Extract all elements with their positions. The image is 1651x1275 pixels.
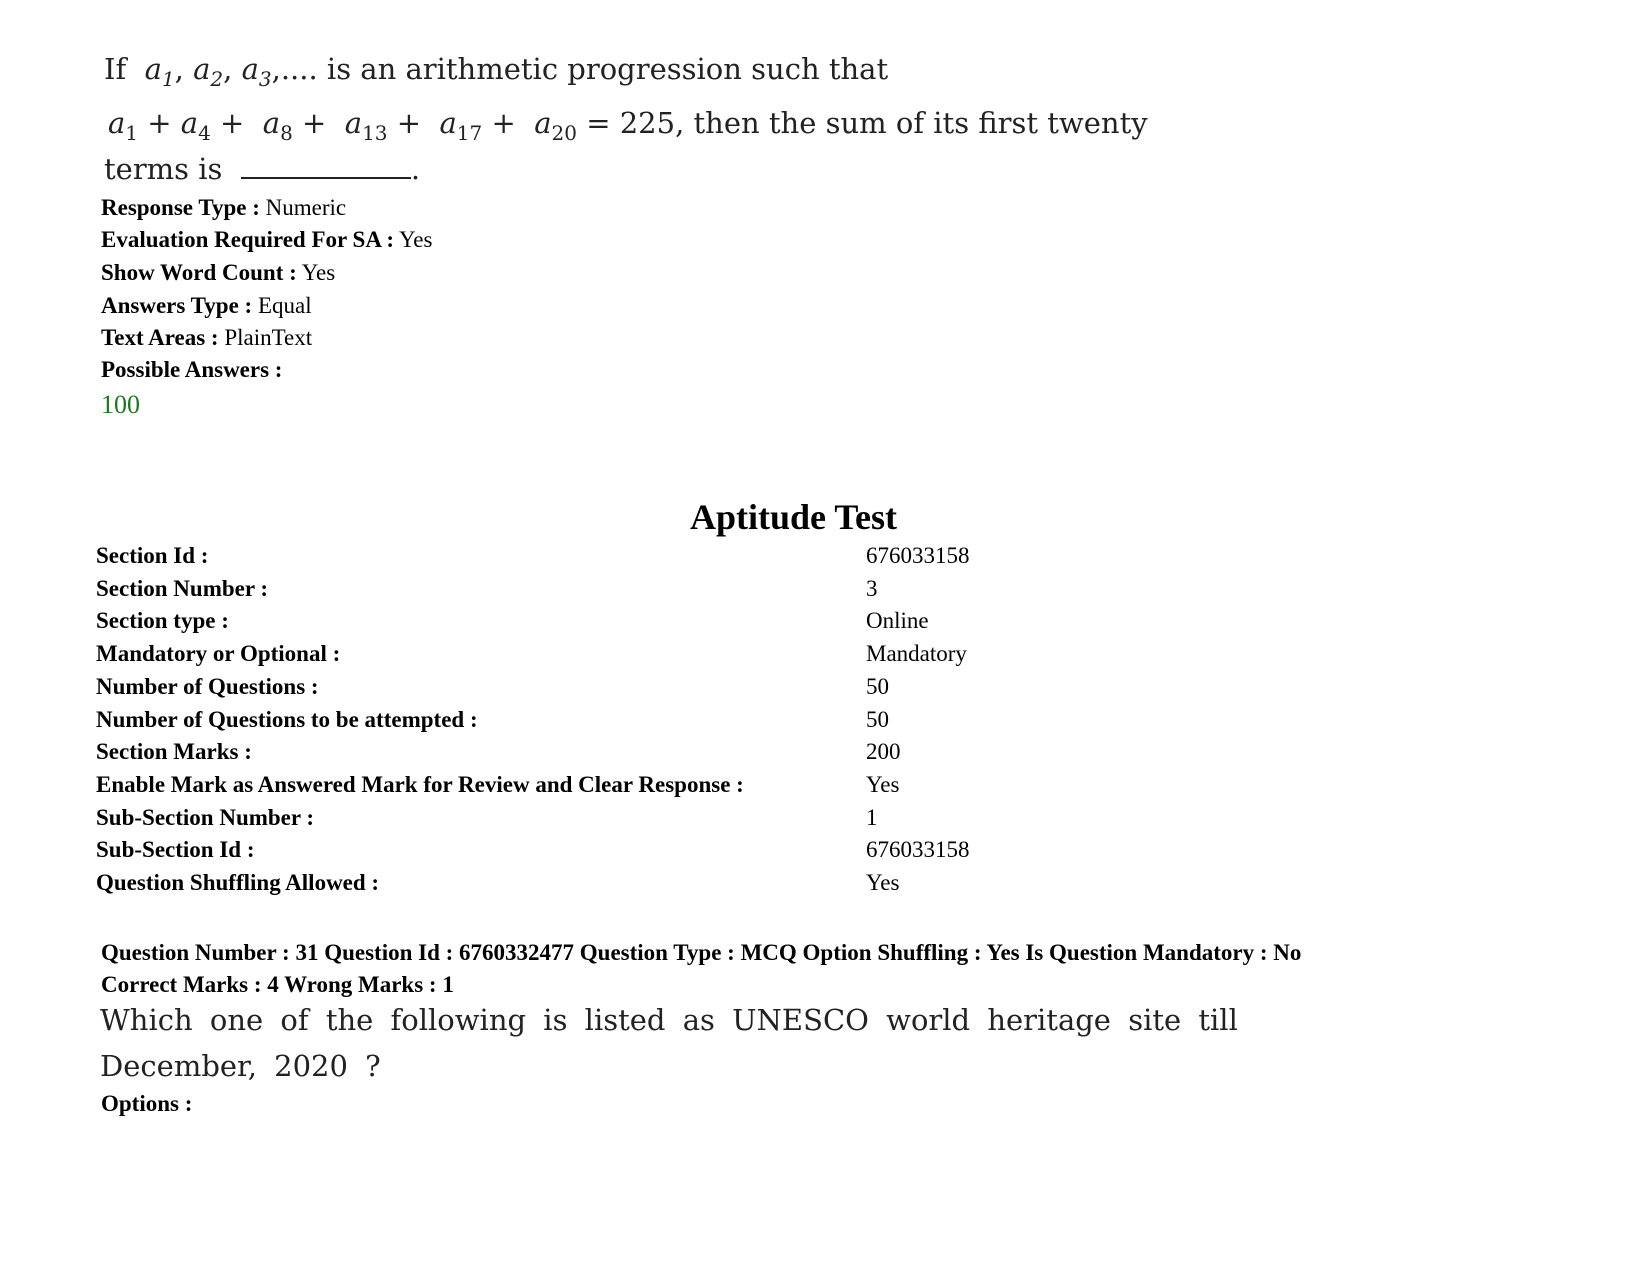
section-row-label: Sub-Section Id : (96, 837, 255, 862)
meta-possible-answers: Possible Answers : (101, 357, 283, 382)
section-row-value: Mandatory (866, 641, 967, 666)
question-line2-suffix: , then the sum of its first twenty (675, 106, 1148, 140)
section-row-label: Mandatory or Optional : (96, 641, 341, 666)
section-row-value: 50 (866, 707, 889, 732)
section-row-value: Yes (866, 870, 900, 895)
answer-blank (241, 153, 411, 179)
section-row-value: 50 (866, 674, 889, 699)
section-row-value: 1 (866, 805, 878, 830)
question-line3-text: terms is (104, 152, 223, 186)
meta-text-areas: Text Areas : PlainText (101, 325, 313, 350)
question-image-line-3 (104, 152, 420, 186)
section-row-label: Number of Questions : (96, 674, 319, 699)
section-row-value: 3 (866, 576, 878, 601)
section-row-value: 676033158 (866, 837, 970, 862)
question-line3-end: . (410, 152, 421, 186)
section-row-value: Yes (866, 772, 900, 797)
section-row-label: Question Shuffling Allowed : (96, 870, 380, 895)
sum-equation: $a_1 + a_4 + a_8 + a_{13} + a_{17} + a_{20}$ (108, 106, 577, 145)
question-text-line-2: December, 2020 ? (100, 1049, 381, 1083)
section-row-label: Section Number : (96, 576, 269, 601)
section-row-label: Section Marks : (96, 739, 252, 764)
question-marks: Correct Marks : 4 Wrong Marks : 1 (101, 972, 454, 997)
possible-answer-value: 100 (101, 390, 140, 419)
term-a3: $a_3$ (241, 52, 272, 91)
section-title: Aptitude Test (689, 497, 898, 537)
question-image-line-1: If $a_1$, $a_2$, $a_3$,.... is an arithmetic progression such that (104, 52, 889, 91)
term-a1: $a_1$ (144, 52, 175, 91)
meta-evaluation-required: Evaluation Required For SA : Yes (101, 227, 433, 252)
question-header: Question Number : 31 Question Id : 6760332477 Question Type : MCQ Option Shuffling : Yes Is Question Mandatory : No (101, 940, 1302, 965)
question-if-word: If (104, 52, 127, 86)
question-image-line-2 (108, 106, 1148, 145)
section-row-label: Enable Mark as Answered Mark for Review and Clear Response : (96, 772, 744, 797)
meta-show-word-count: Show Word Count : Yes (101, 260, 336, 285)
equation-result: = 225 (586, 106, 676, 140)
term-a2: $a_2$ (193, 52, 224, 91)
section-row-value: 200 (866, 739, 901, 764)
meta-response-type: Response Type : Numeric (101, 195, 347, 220)
section-row-value: 676033158 (866, 543, 970, 568)
section-row-value: Online (866, 608, 929, 633)
section-row-label: Sub-Section Number : (96, 805, 315, 830)
section-row-label: Section type : (96, 608, 229, 633)
section-row-label: Number of Questions to be attempted : (96, 707, 478, 732)
meta-answers-type: Answers Type : Equal (101, 293, 312, 318)
question-text-line-1: Which one of the following is listed as UNESCO world heritage site till (100, 1003, 1238, 1037)
options-label: Options : (101, 1091, 193, 1116)
section-row-label: Section Id : (96, 543, 209, 568)
question-line1-suffix: ,.... is an arithmetic progression such that (271, 52, 889, 86)
